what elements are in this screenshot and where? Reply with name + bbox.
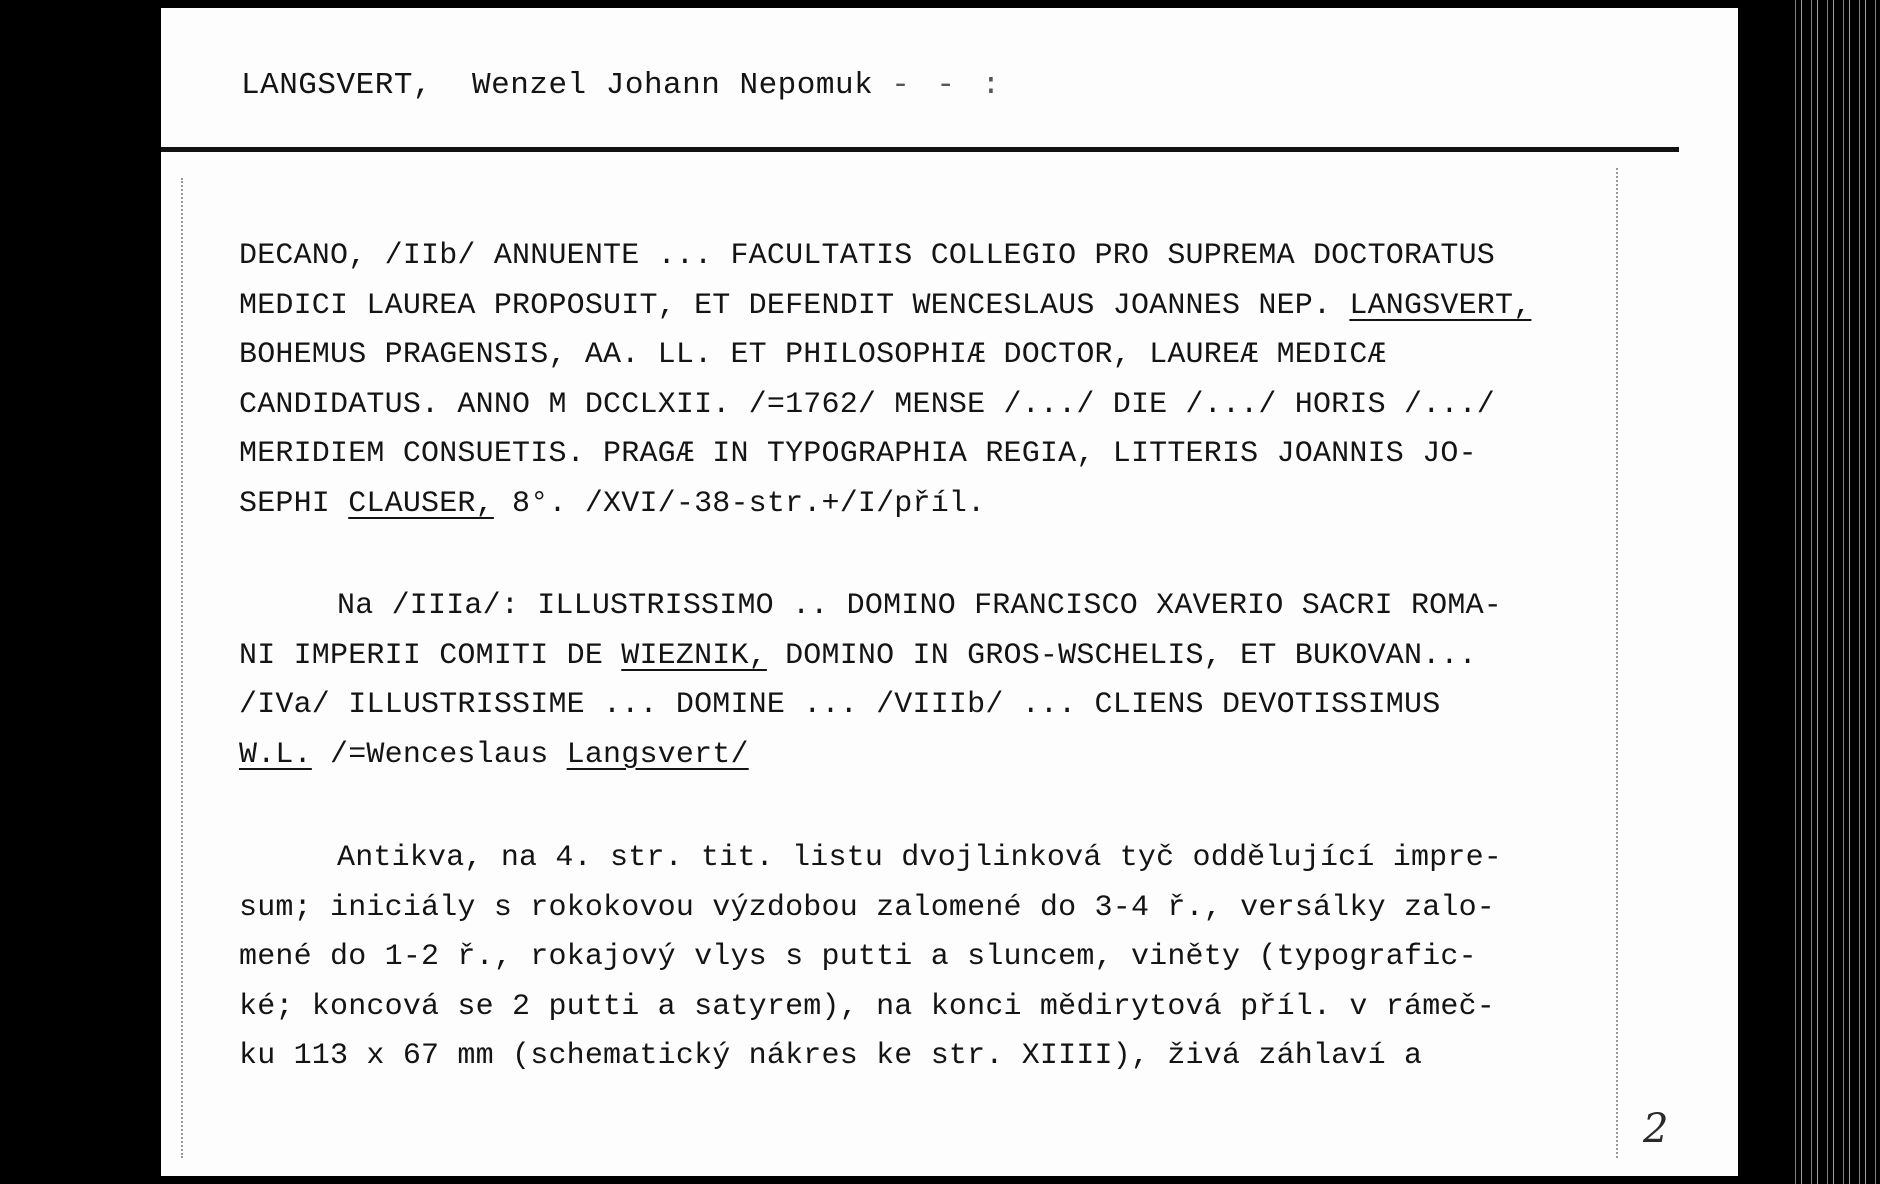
underlined-count: WIEZNIK, [621,638,767,673]
dedication-transcription [239,582,1639,780]
text-line: CANDIDATUS. ANNO M DCCLXII. /=1762/ MENSE /.../ DIE /.../ HORIS /.../ [239,387,1496,422]
text-line: ku 113 x 67 mm (schematický nákres ke str. XIIII), živá záhlaví a [239,1039,1423,1073]
text-line: BOHEMUS PRAGENSIS, AA. LL. ET PHILOSOPHIÆ DOCTOR, LAUREÆ MEDICÆ [239,338,1386,372]
text-line: DECANO, /IIb/ ANNUENTE ... FACULTATIS COLLEGIO PRO SUPREMA DOCTORATUS [239,239,1496,273]
text-segment: NI IMPERII COMITI DE [239,638,622,673]
text-line [239,480,1639,530]
text-segment: DOMINO IN GROS-WSCHELIS, ET BUKOVAN... [766,638,1477,673]
heading-given-names: Wenzel Johann Nepomuk [472,68,874,103]
text-line: Antikva, na 4. str. tit. listu dvojlinková tyč oddělující impre- [337,841,1502,875]
text-line [239,632,1639,682]
text-line: mené do 1-2 ř., rokajový vlys s putti a sluncem, viněty (typografic- [239,940,1477,974]
text-line: MERIDIEM CONSUETIS. PRAGÆ IN TYPOGRAPHIA REGIA, LITTERIS JOANNIS JO- [239,437,1477,471]
text-segment: /=Wenceslaus [311,737,567,772]
underlined-printer: CLAUSER, [348,486,494,521]
heading-surname: LANGSVERT, [241,68,433,103]
catalog-card [161,8,1738,1176]
text-segment: 8°. /XVI/-38-str.+/I/příl. [493,486,986,521]
text-line: sum; iniciály s rokokovou výzdobou zalomené do 3-4 ř., versálky zalo- [239,890,1496,925]
text-segment: SEPHI [239,486,349,521]
title-transcription [239,232,1639,529]
scanner-edge [1792,0,1880,1184]
heading-dashes: - - : [891,68,1005,103]
text-segment: MEDICI LAUREA PROPOSUIT, ET DEFENDIT WENCESLAUS JOANNES NEP. [239,288,1350,323]
text-line [239,731,1639,781]
card-heading [241,68,1004,103]
underlined-author: Langsvert/ [566,737,749,772]
text-line: Na /IIIa/: ILLUSTRISSIMO .. DOMINO FRANCISCO XAVERIO SACRI ROMA- [337,589,1502,623]
underlined-name: LANGSVERT, [1349,288,1532,323]
heading-rule [161,147,1679,152]
text-line: ké; koncová se 2 putti a satyrem), na konci mědirytová příl. v rámeč- [239,989,1496,1024]
physical-description [239,834,1639,1082]
underlined-initials: W.L. [239,737,312,772]
text-line [239,282,1639,332]
left-margin-dots [181,178,183,1158]
page-number: 2 [1643,1106,1669,1152]
text-line: /IVa/ ILLUSTRISSIME ... DOMINE ... /VIIIb/ ... CLIENS DEVOTISSIMUS [239,688,1441,722]
